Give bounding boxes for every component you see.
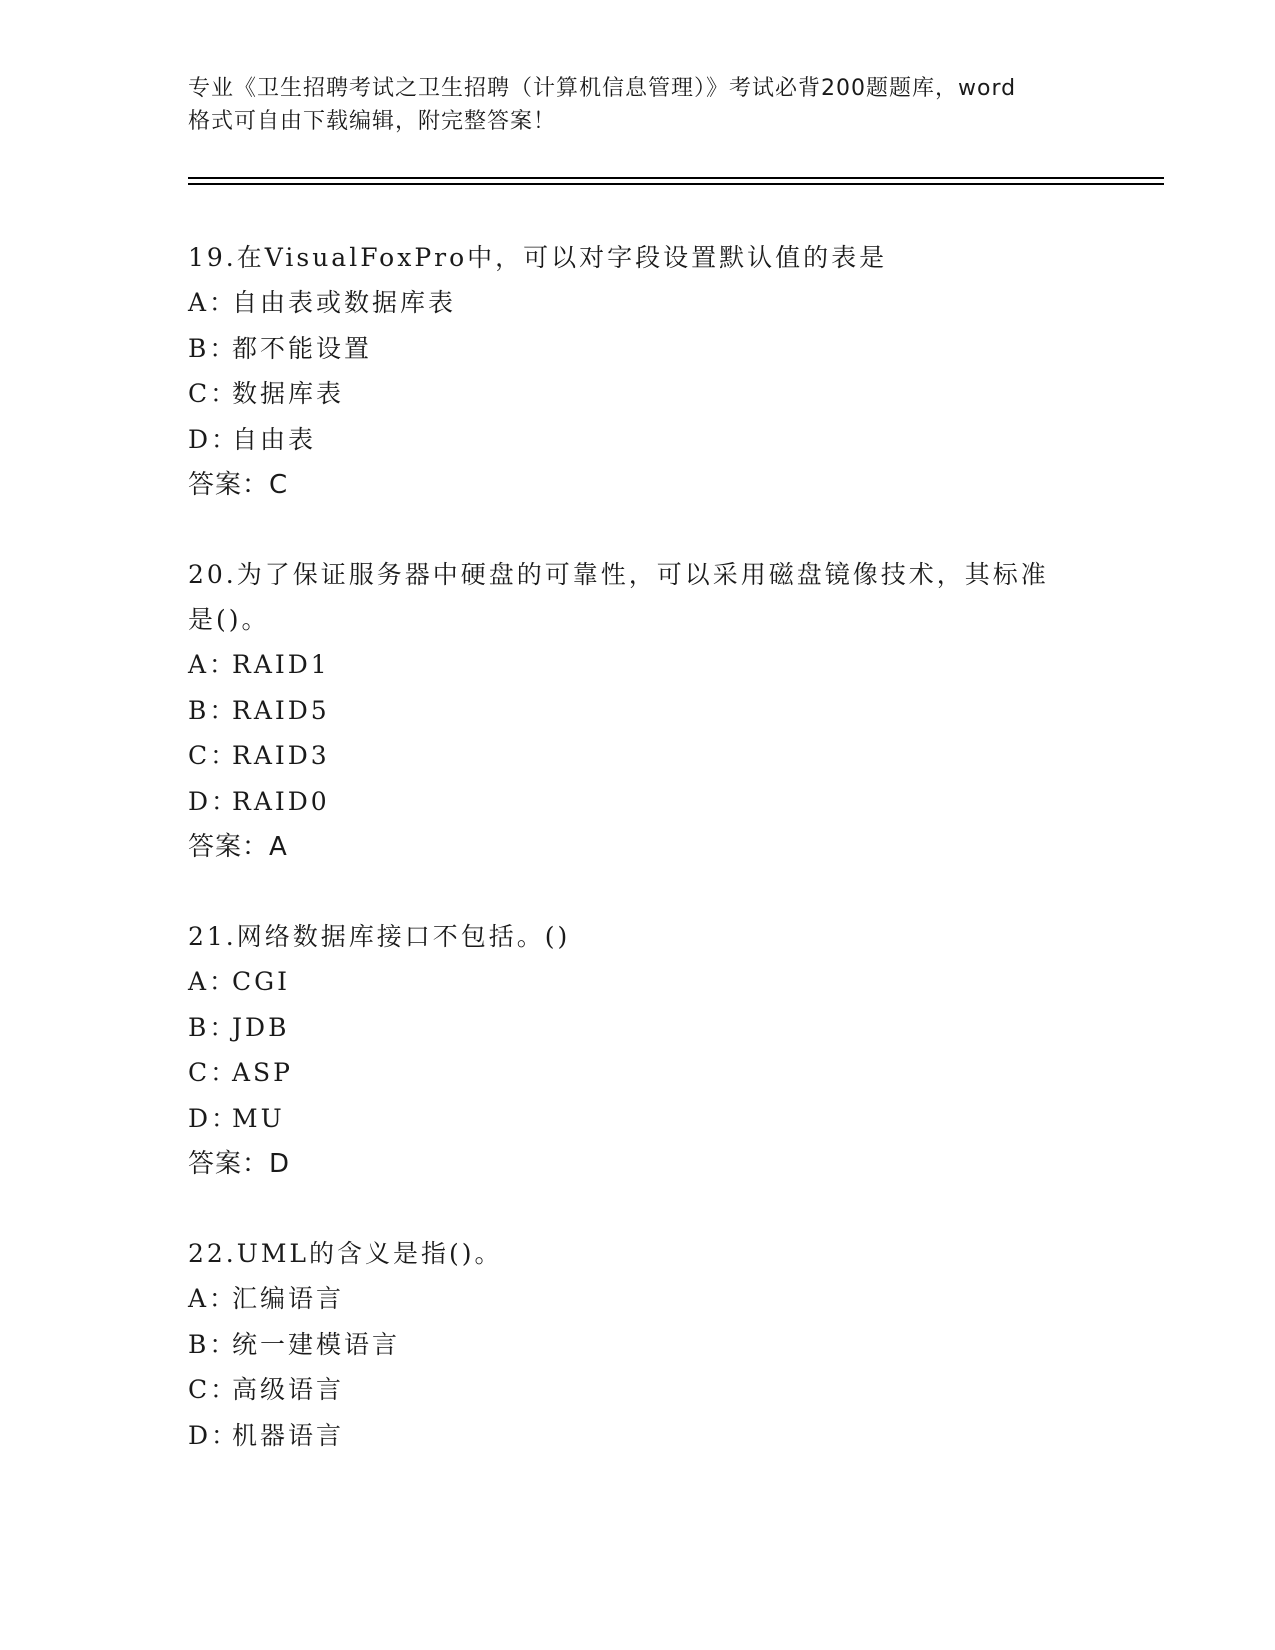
option-key: B： [188,1329,238,1359]
question-19 [188,235,1088,508]
option-text: RAID0 [232,786,330,816]
option-text: 汇编语言 [232,1284,345,1313]
option-key: A： [188,650,238,679]
option-text: 机器语言 [232,1420,345,1450]
option-text: RAID3 [232,741,330,770]
option-key: D： [188,1420,240,1450]
header-line-2: 格式可自由下载编辑，附完整答案！ [188,109,557,134]
option-d [188,779,1088,825]
header-line-1: 专业《卫生招聘考试之卫生招聘（计算机信息管理）》考试必背200题题库，word [188,76,1017,101]
option-a [188,1276,1088,1322]
option-text: 高级语言 [232,1375,345,1404]
question-22 [188,1231,1088,1458]
option-key: C： [188,1375,239,1404]
option-text: 自由表 [232,424,317,454]
document-header [188,72,1088,138]
option-a [188,280,1088,326]
option-key: B： [188,695,238,725]
option-key: C： [188,379,239,408]
option-key: A： [188,967,238,996]
option-d [188,1096,1088,1142]
answer-line: 答案：C [188,470,289,500]
option-c [188,733,1088,779]
option-text: CGI [232,967,290,996]
answer-line: 答案：D [188,1149,291,1179]
question-20 [188,552,1088,870]
option-key: A： [188,1284,238,1313]
option-text: 都不能设置 [232,333,373,363]
option-c [188,1367,1088,1413]
option-text: MU [232,1103,285,1133]
option-key: C： [188,741,239,770]
option-d [188,1413,1088,1459]
header-divider-bottom [188,183,1164,185]
option-text: 数据库表 [232,379,345,408]
question-21 [188,914,1088,1187]
header-divider-top [188,177,1164,179]
option-text: RAID5 [232,695,330,725]
option-c [188,371,1088,417]
option-key: D： [188,1103,240,1133]
option-key: D： [188,786,240,816]
option-text: JDB [232,1012,290,1042]
option-a [188,959,1088,1005]
question-stem: 22.UML的含义是指()。 [188,1239,503,1268]
option-b [188,688,1088,734]
option-key: A： [188,288,238,317]
question-stem: 21.网络数据库接口不包括。() [188,922,571,951]
question-list [188,235,1088,1502]
option-text: ASP [232,1058,294,1087]
option-a [188,642,1088,688]
option-key: B： [188,1012,238,1042]
option-c [188,1050,1088,1096]
option-b [188,326,1088,372]
option-d [188,417,1088,463]
option-key: D： [188,424,240,454]
question-stem: 19.在VisualFoxPro中，可以对字段设置默认值的表是 [188,243,888,272]
option-text: 统一建模语言 [232,1329,401,1359]
option-key: C： [188,1058,239,1087]
option-text: 自由表或数据库表 [232,288,457,317]
option-key: B： [188,333,238,363]
answer-line: 答案：A [188,832,288,862]
option-text: RAID1 [232,650,330,679]
option-b [188,1005,1088,1051]
option-b [188,1322,1088,1368]
question-stem: 20.为了保证服务器中硬盘的可靠性，可以采用磁盘镜像技术，其标准是()。 [188,560,1049,634]
